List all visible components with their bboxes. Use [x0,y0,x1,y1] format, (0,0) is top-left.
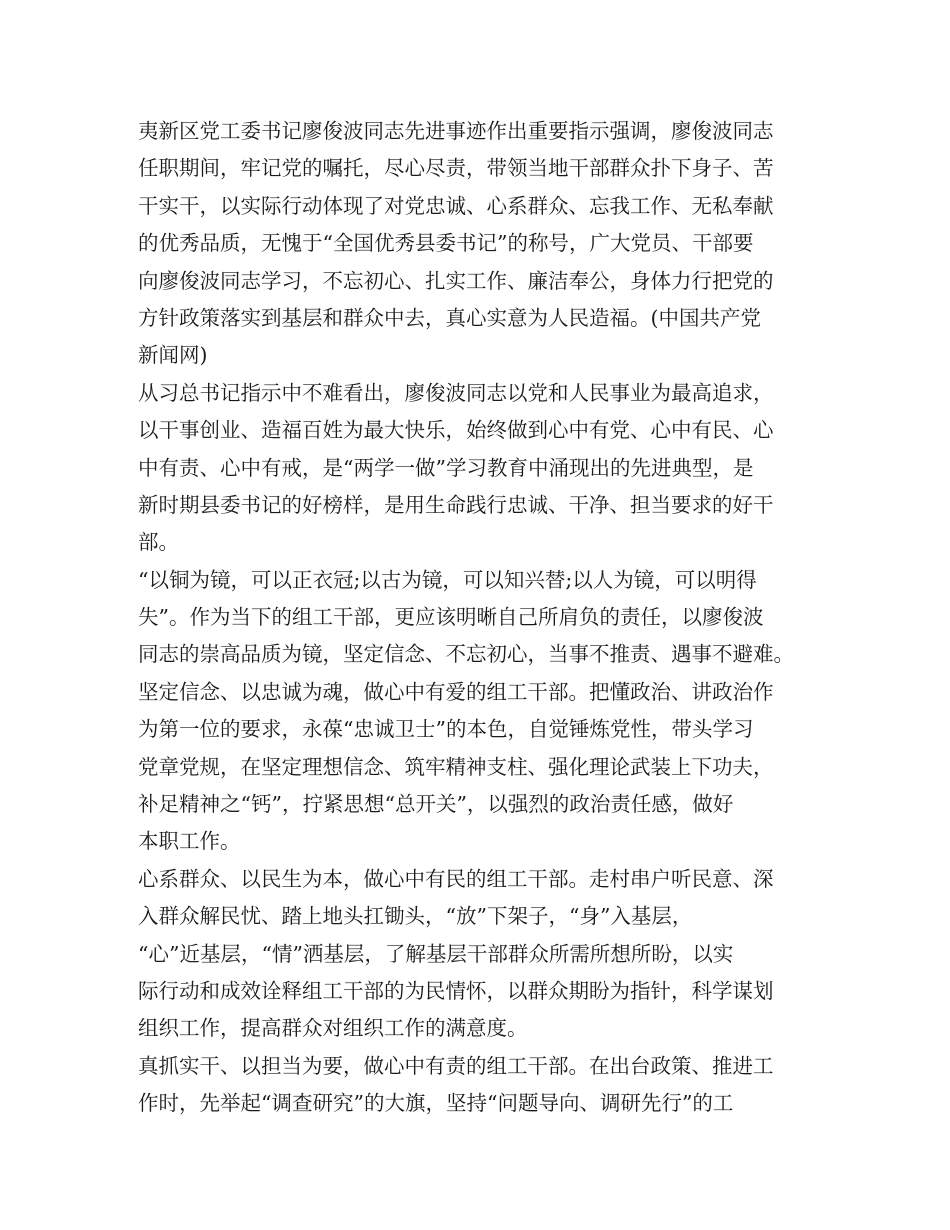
text-line: 以干事创业、造福百姓为最大快乐，始终做到心中有党、心中有民、心 [138,418,774,443]
text-line: 为第一位的要求，永葆“忠诚卫士”的本色，自觉锤炼党性，带头学习 [138,717,754,742]
text-line: 夷新区党工委书记廖俊波同志先进事迹作出重要指示强调，廖俊波同志 [138,119,774,143]
text-line: 新时期县委书记的好榜样，是用生命践行忠诚、干净、担当要求的好干 [138,492,774,517]
text-line: 入群众解民忧、踏上地头扛锄头，“放”下架子，“身”入基层， [138,904,693,929]
text-line: 组织工作，提高群众对组织工作的满意度。 [138,1016,528,1041]
text-line: 的优秀品质，无愧于“全国优秀县委书记”的称号，广大党员、干部要 [138,231,754,256]
document-body [138,113,818,1123]
text-line: 向廖俊波同志学习，不忘初心、扎实工作、廉洁奉公，身体力行把党的 [138,268,774,293]
text-line: 本职工作。 [138,829,241,854]
text-line: 党章党规，在坚定理想信念、筑牢精神支柱、强化理论武装上下功夫， [138,754,774,779]
text-line: 干实干，以实际行动体现了对党忠诚、心系群众、忘我工作、无私奉献 [138,193,774,218]
text-line: 真抓实干、以担当为要，做心中有责的组工干部。在出台政策、推进工 [138,1053,774,1078]
text-line: 中有责、心中有戒，是“两学一做”学习教育中涌现出的先进典型，是 [138,455,754,480]
text-line: “以铜为镜，可以正衣冠;以古为镜，可以知兴替;以人为镜，可以明得 [138,567,757,592]
text-line: 心系群众、以民生为本，做心中有民的组工干部。走村串户听民意、深 [138,866,774,891]
text-line: 方针政策落实到基层和群众中去，真心实意为人民造福。(中国共产党 [138,305,761,330]
text-line: 从习总书记指示中不难看出，廖俊波同志以党和人民事业为最高追求， [138,380,774,405]
text-line: 失”。作为当下的组工干部，更应该明晰自己所肩负的责任，以廖俊波 [138,605,764,630]
text-line: 补足精神之“钙”，拧紧思想“总开关”，以强烈的政治责任感，做好 [138,792,734,817]
text-line: “心”近基层，“情”洒基层，了解基层干部群众所需所想所盼，以实 [138,941,734,966]
text-line: 作时，先举起“调查研究”的大旗，坚持“问题导向、调研先行”的工 [138,1091,734,1116]
text-line: 坚定信念、以忠诚为魂，做心中有爱的组工干部。把懂政治、讲政治作 [138,679,774,704]
text-line: 同志的崇高品质为镜，坚定信念、不忘初心，当事不推责、遇事不避难。 [138,642,794,667]
text-line: 新闻网) [138,343,208,368]
text-line: 际行动和成效诠释组工干部的为民情怀，以群众期盼为指针，科学谋划 [138,978,774,1003]
text-line: 部。 [138,530,179,555]
text-line: 任职期间，牢记党的嘱托，尽心尽责，带领当地干部群众扑下身子、苦 [138,156,774,181]
